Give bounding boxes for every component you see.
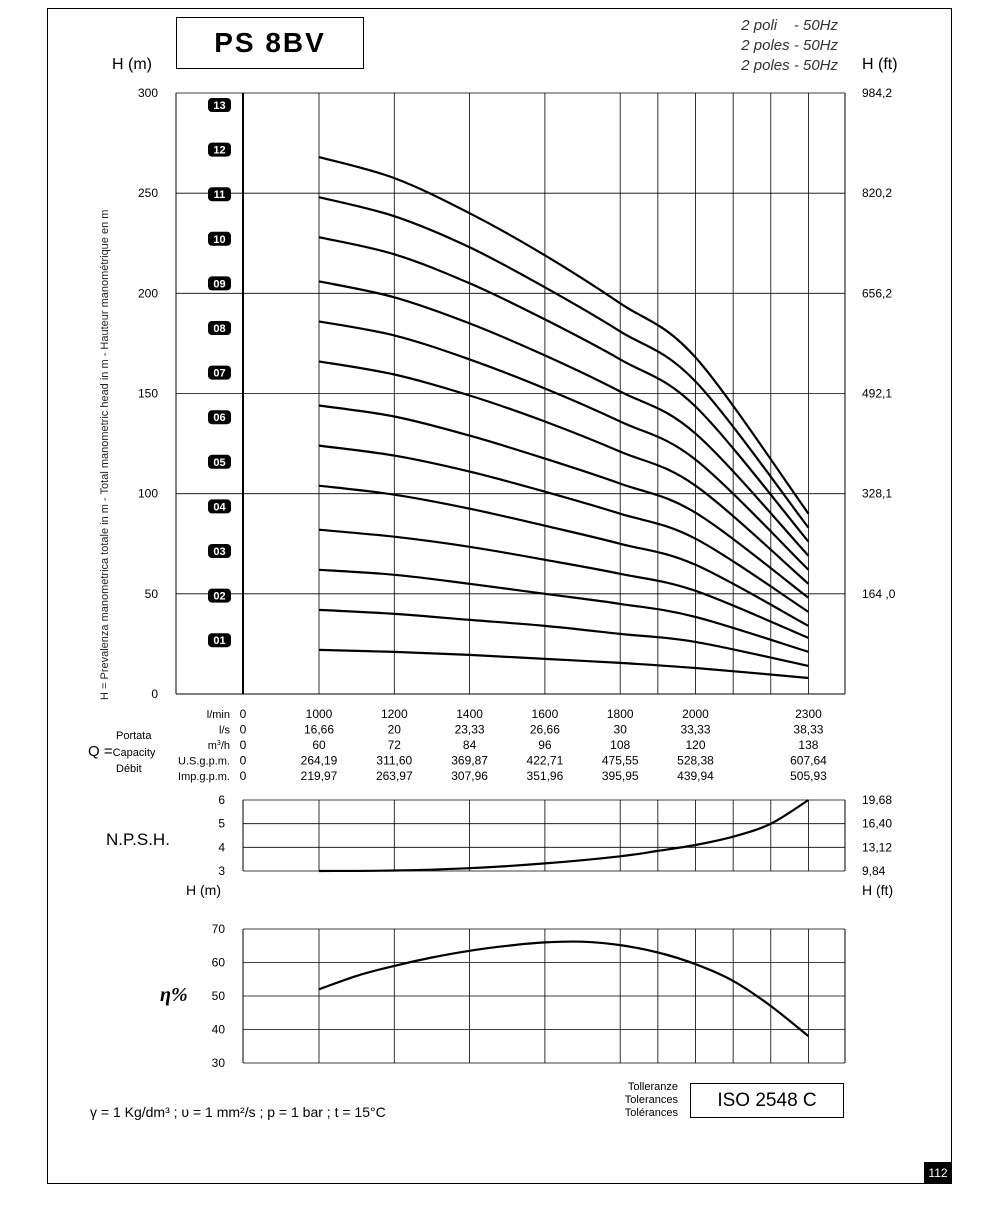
- eff-tick-label: 40: [211, 1022, 225, 1037]
- flow-value: 505,93: [790, 769, 827, 783]
- head-curve-05: [319, 486, 809, 626]
- y-tick-label: 200: [137, 286, 158, 301]
- stage-badge-label: 11: [213, 189, 226, 202]
- flow-value: 0: [239, 738, 247, 752]
- flow-value: 84: [462, 738, 477, 752]
- stage-badge-label: 10: [213, 233, 226, 246]
- flow-value: 16,66: [303, 722, 335, 737]
- flow-value: 475,55: [601, 753, 639, 768]
- npsh-unit-right: H (ft): [862, 882, 894, 898]
- head-curve-01: [319, 650, 809, 678]
- flow-unit-label: l/min: [206, 709, 230, 721]
- eff-tick-label: 60: [211, 955, 225, 970]
- flow-unit-label: $m^3/h$: [207, 740, 230, 752]
- efficiency-label: η%: [160, 984, 188, 1006]
- flow-value: 1400: [456, 707, 483, 721]
- head-curve-02: [319, 610, 809, 666]
- npsh-unit-left: H (m): [186, 882, 221, 898]
- y-tick-label: 0: [151, 687, 158, 701]
- flow-value: 395,95: [601, 769, 639, 783]
- flow-value: 311,60: [376, 753, 413, 768]
- npsh-tick-label: 5: [218, 816, 225, 831]
- flow-unit-label: Imp.g.p.m.: [178, 771, 230, 783]
- y-tick-label-right: 656,2: [862, 286, 893, 301]
- eff-tick-label: 30: [211, 1056, 225, 1070]
- npsh-tick-label: 6: [218, 793, 225, 807]
- flow-value: 369,87: [451, 753, 488, 768]
- flow-value: 108: [610, 738, 631, 752]
- flow-value: 60: [312, 738, 326, 752]
- flow-value: 38,33: [793, 722, 824, 737]
- flow-unit-label: U.S.g.p.m.: [178, 755, 230, 768]
- y-tick-label: 50: [144, 586, 158, 601]
- npsh-label: N.P.S.H.: [106, 830, 170, 849]
- flow-value: 2300: [795, 707, 822, 721]
- stage-badge-label: 07: [213, 367, 226, 380]
- npsh-tick-label-right: 9,84: [862, 864, 886, 878]
- stage-badge-label: 04: [213, 501, 226, 514]
- flow-value: 1600: [531, 707, 559, 721]
- flow-value: 0: [239, 722, 247, 737]
- flow-value: 96: [538, 738, 552, 752]
- flow-value: 33,33: [680, 722, 711, 737]
- fluid-conditions: γ = 1 Kg/dm³ ; υ = 1 mm²/s ; p = 1 bar ; t = 15°C: [90, 1104, 386, 1120]
- head-curve-03: [319, 570, 809, 652]
- flow-value: 0: [239, 753, 247, 768]
- flow-value: 0: [239, 707, 247, 721]
- stage-badge-label: 05: [213, 456, 226, 469]
- npsh-curve: [319, 800, 809, 871]
- page-number: 112: [924, 1162, 952, 1184]
- frequency-note: 2 poli - 50Hz 2 poles - 50Hz 2 poles - 50Hz: [741, 17, 838, 74]
- stage-badge-label: 03: [213, 546, 226, 558]
- y-tick-label: 150: [137, 386, 158, 401]
- flow-value: 439,94: [677, 769, 714, 783]
- flow-value: 26,66: [529, 722, 560, 737]
- flow-value: 30: [613, 722, 627, 737]
- flow-value: 351,96: [526, 769, 564, 783]
- stage-badge-label: 09: [213, 278, 226, 291]
- iso-standard: ISO 2548 C: [690, 1083, 844, 1118]
- model-title: PS 8BV: [176, 17, 364, 69]
- flow-value: 2000: [682, 707, 709, 721]
- y-right-unit: H (ft): [862, 56, 898, 73]
- y-axis-title: H = Prevalenza manometrica totale in m - Total manometric head in m - Hauteur manométrique en m: [99, 209, 111, 700]
- npsh-tick-label-right: 13,12: [862, 840, 893, 855]
- y-tick-label-right: 164 ,0: [862, 586, 896, 601]
- flow-unit-label: l/s: [219, 724, 230, 737]
- stage-badge-label: 02: [213, 590, 226, 603]
- stage-badge-label: 08: [213, 323, 226, 335]
- stage-badge-label: 06: [213, 412, 226, 425]
- tolerances-label: Tolleranze Tolerances Tolérances: [624, 1081, 678, 1119]
- flow-value: 422,71: [526, 753, 564, 768]
- flow-value: 607,64: [790, 753, 827, 768]
- flow-value: 263,97: [375, 769, 413, 783]
- eff-tick-label: 70: [211, 922, 225, 936]
- head-curve-09: [319, 321, 809, 569]
- flow-value: 138: [798, 738, 819, 752]
- y-tick-label: 250: [137, 186, 158, 201]
- capacity-label: Portata Q =Capacity Débit: [88, 730, 156, 775]
- flow-value: 20: [387, 722, 401, 737]
- flow-value: 1800: [606, 707, 634, 721]
- head-curve-07: [319, 406, 809, 598]
- eff-tick-label: 50: [211, 989, 225, 1003]
- head-curve-06: [319, 446, 809, 612]
- y-tick-label: 300: [137, 86, 158, 100]
- flow-value: 264,19: [300, 753, 338, 768]
- head-curve-12: [319, 197, 809, 528]
- efficiency-curve: [319, 942, 809, 1037]
- stage-badge-label: 01: [213, 635, 226, 648]
- y-left-unit: H (m): [112, 56, 152, 73]
- npsh-tick-label-right: 16,40: [862, 816, 893, 831]
- flow-value: 307,96: [451, 769, 488, 783]
- y-tick-label-right: 492,1: [862, 386, 893, 401]
- y-tick-label-right: 984,2: [862, 86, 893, 100]
- flow-value: 72: [387, 738, 401, 752]
- npsh-tick-label-right: 19,68: [862, 793, 893, 807]
- flow-value: 0: [239, 769, 247, 783]
- npsh-tick-label: 3: [218, 864, 225, 878]
- stage-badge-label: 13: [213, 100, 226, 112]
- flow-value: 120: [685, 738, 706, 752]
- flow-value: 1000: [305, 707, 333, 721]
- npsh-tick-label: 4: [218, 840, 225, 855]
- flow-value: 528,38: [677, 753, 714, 768]
- y-tick-label: 100: [137, 486, 158, 501]
- flow-value: 219,97: [300, 769, 338, 783]
- stage-badge-label: 12: [213, 144, 226, 157]
- head-curve-10: [319, 281, 809, 556]
- flow-value: 1200: [380, 707, 408, 721]
- flow-value: 23,33: [454, 722, 485, 737]
- y-tick-label-right: 328,1: [862, 486, 893, 501]
- y-tick-label-right: 820,2: [862, 186, 893, 201]
